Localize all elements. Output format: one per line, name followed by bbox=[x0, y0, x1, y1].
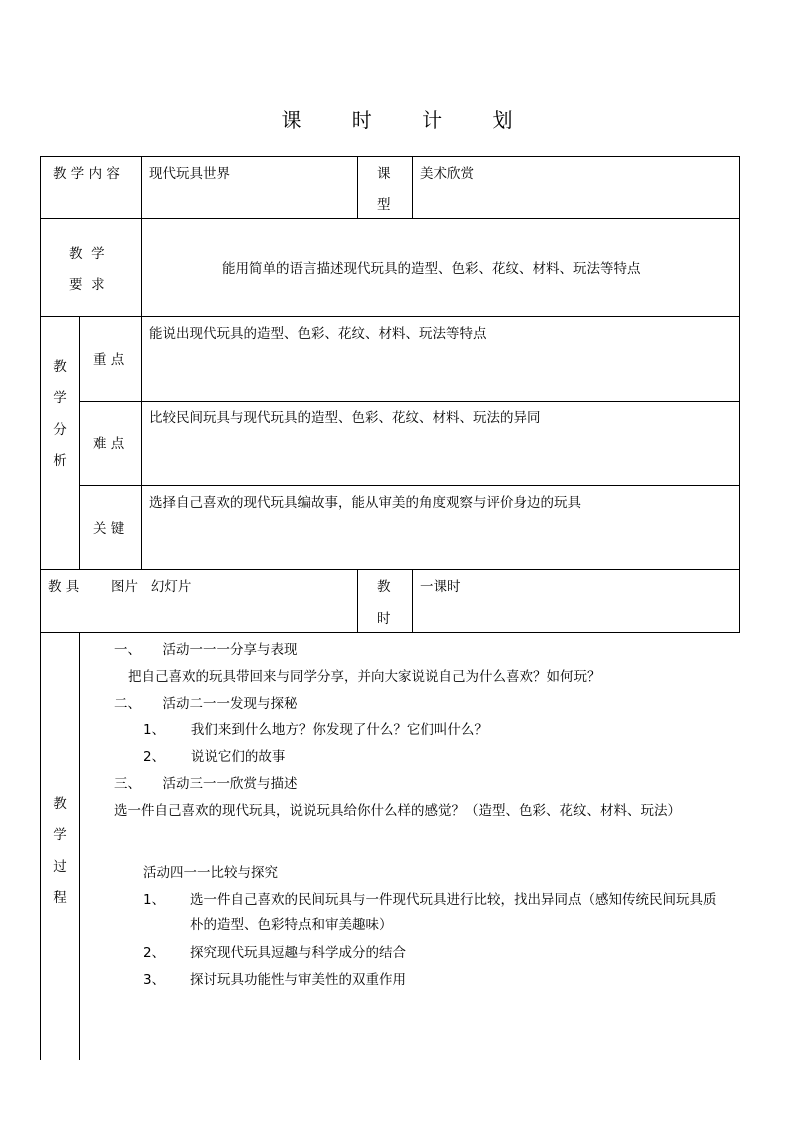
difficulty-label: 难 点 bbox=[93, 436, 125, 452]
process-line: 活动四一一比较与探究 bbox=[143, 865, 278, 881]
analysis-label-char: 教 bbox=[53, 359, 67, 375]
process-line-number: 3、 bbox=[143, 972, 166, 988]
type-value: 美术欣赏 bbox=[420, 166, 474, 182]
process-label-char: 学 bbox=[53, 827, 67, 843]
process-label-char: 程 bbox=[53, 890, 67, 906]
process-line: 三、 活动三一一欣赏与描述 bbox=[114, 776, 298, 792]
type-label-2: 型 bbox=[377, 197, 391, 213]
process-line: 探讨玩具功能性与审美性的双重作用 bbox=[190, 972, 406, 988]
time-value: 一课时 bbox=[420, 579, 461, 595]
analysis-label-char: 学 bbox=[53, 390, 67, 406]
time-label-2: 时 bbox=[377, 611, 391, 627]
time-label-1: 教 bbox=[377, 579, 391, 595]
process-line: 选一件自己喜欢的现代玩具，说说玩具给你什么样的感觉？（造型、色彩、花纹、材料、玩法） bbox=[114, 803, 681, 819]
critical-value: 选择自己喜欢的现代玩具编故事，能从审美的角度观察与评价身边的玩具 bbox=[149, 495, 581, 511]
process-line-number: 2、 bbox=[143, 945, 166, 961]
tools-value: 图片 幻灯片 bbox=[111, 579, 192, 595]
process-line: 探究现代玩具逗趣与科学成分的结合 bbox=[190, 945, 406, 961]
key-point-value: 能说出现代玩具的造型、色彩、花纹、材料、玩法等特点 bbox=[149, 326, 487, 342]
process-line: 朴的造型、色彩特点和审美趣味） bbox=[190, 917, 393, 933]
content-value: 现代玩具世界 bbox=[149, 166, 230, 182]
tools-label: 教 具 bbox=[48, 579, 80, 595]
process-line: 1、 我们来到什么地方？你发现了什么？它们叫什么？ bbox=[143, 722, 488, 738]
key-point-label: 重 点 bbox=[93, 352, 125, 368]
analysis-label-char: 析 bbox=[53, 453, 67, 469]
critical-label: 关 键 bbox=[93, 521, 125, 537]
content-label: 教 学 内 容 bbox=[53, 166, 120, 182]
requirements-label-1: 教 学 bbox=[69, 246, 105, 262]
requirements-label-2: 要 求 bbox=[69, 277, 105, 293]
process-line-number: 1、 bbox=[143, 892, 166, 908]
process-line: 一、 活动一一一分享与表现 bbox=[114, 642, 298, 658]
process-line: 选一件自己喜欢的民间玩具与一件现代玩具进行比较，找出异同点（感知传统民间玩具质 bbox=[190, 892, 717, 908]
difficulty-value: 比较民间玩具与现代玩具的造型、色彩、花纹、材料、玩法的异同 bbox=[149, 410, 541, 426]
page-title: 课 时 计 划 bbox=[281, 108, 535, 132]
process-label-char: 教 bbox=[53, 796, 67, 812]
process-line: 把自己喜欢的玩具带回来与同学分享，并向大家说说自己为什么喜欢？如何玩？ bbox=[128, 669, 601, 685]
type-label-1: 课 bbox=[377, 166, 391, 182]
process-label-char: 过 bbox=[53, 859, 67, 875]
process-line: 2、 说说它们的故事 bbox=[143, 749, 286, 765]
requirements-value: 能用简单的语言描述现代玩具的造型、色彩、花纹、材料、玩法等特点 bbox=[222, 261, 641, 277]
analysis-label-char: 分 bbox=[53, 422, 67, 438]
process-line: 二、 活动二一一发现与探秘 bbox=[114, 696, 298, 712]
